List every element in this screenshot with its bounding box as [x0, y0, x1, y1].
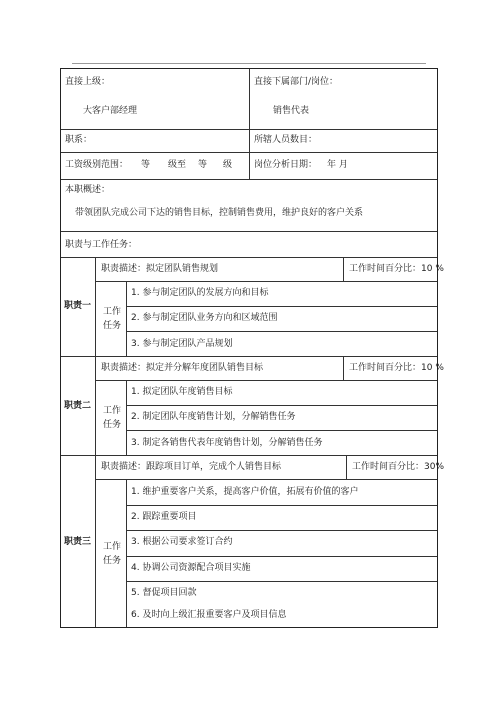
work-tasks-label: 任务 [103, 321, 122, 331]
duty-time-percent: 工作时间百分比：10 % [349, 363, 444, 373]
overview-label: 本职概述： [65, 185, 111, 195]
overview-text: 带领团队完成公司下达的销售目标，控制销售费用，维护良好的客户关系 [75, 208, 364, 218]
duty-name: 职责一 [64, 301, 92, 311]
duty-description: 职责描述：跟踪项目订单，完成个人销售目标 [101, 462, 282, 472]
task-item: 1. 维护重要客户关系，提高客户价值，拓展有价值的客户 [131, 487, 359, 497]
salary-grade-text: 等 [198, 160, 208, 170]
grid-line [126, 530, 437, 531]
analysis-date-value: 年 月 [327, 160, 348, 170]
analysis-date-label: 岗位分析日期： [254, 160, 318, 170]
grid-line [61, 455, 437, 456]
duty-time-percent: 工作时间百分比：10 % [349, 264, 444, 274]
grid-line [126, 430, 437, 431]
grid-line [61, 356, 437, 357]
task-item: 3. 制定各销售代表年度销售计划，分解销售任务 [131, 438, 323, 448]
job-description-form [60, 68, 445, 628]
grid-line [126, 281, 127, 356]
duty-name: 职责二 [64, 401, 92, 411]
task-item: 1. 拟定团队年度销售目标 [131, 387, 233, 397]
task-item: 3. 根据公司要求签订合约 [131, 537, 233, 547]
grid-line [343, 257, 344, 281]
direct-superior-value: 大客户部经理 [83, 106, 138, 116]
direct-subordinate-label: 直接下属部门/岗位： [254, 77, 339, 87]
direct-superior-label: 直接上级： [65, 77, 111, 87]
duty-description: 职责描述：拟定并分解年度团队销售目标 [101, 363, 264, 373]
duties-title: 职责与工作任务： [65, 240, 138, 250]
salary-grade-text: 级至 [168, 160, 187, 170]
grid-line [61, 179, 437, 180]
task-item: 2. 制定团队年度销售计划，分解销售任务 [131, 412, 296, 422]
grid-line [346, 455, 347, 479]
grid-line [126, 331, 437, 332]
salary-range-label: 工资级别范围： [65, 160, 129, 170]
grid-line [343, 356, 344, 380]
duty-time-percent: 工作时间百分比：30% [352, 462, 445, 472]
grid-line [95, 380, 437, 381]
direct-subordinate-value: 销售代表 [273, 106, 310, 116]
staff-count-label: 所辖人员数目： [254, 135, 318, 145]
grid-line [61, 257, 437, 258]
duty-description: 职责描述：拟定团队销售规划 [101, 264, 219, 274]
task-item: 2. 参与制定团队业务方向和区域范围 [131, 313, 278, 323]
work-tasks-label: 工作 [103, 406, 122, 416]
work-tasks-label: 任务 [103, 420, 122, 430]
salary-grade-text: 级 [223, 160, 233, 170]
grid-line [126, 405, 437, 406]
grid-line [95, 281, 437, 282]
task-item: 1. 参与制定团队的发展方向和目标 [131, 288, 269, 298]
grid-line [126, 380, 127, 455]
task-item: 6. 及时向上级汇报重要客户及项目信息 [131, 610, 287, 620]
grid-line [126, 556, 437, 557]
header-rule [72, 63, 426, 64]
work-tasks-label: 工作 [103, 307, 122, 317]
grid-line [126, 306, 437, 307]
task-item: 5. 督促项目回款 [131, 588, 197, 598]
task-item: 3. 参与制定团队产品规划 [131, 339, 233, 349]
work-tasks-label: 任务 [103, 556, 122, 566]
grid-line [61, 231, 437, 232]
grid-line [95, 257, 96, 627]
work-tasks-label: 工作 [103, 542, 122, 552]
task-item: 2. 跟踪重要项目 [131, 512, 197, 522]
grid-line [126, 581, 437, 582]
grid-line [126, 479, 127, 627]
duty-name: 职责三 [64, 537, 92, 547]
salary-grade-text: 等 [141, 160, 151, 170]
position-label: 职系： [65, 135, 93, 145]
grid-line [249, 69, 250, 179]
grid-line [95, 479, 437, 480]
grid-line [126, 505, 437, 506]
task-item: 4. 协调公司资源配合项目实施 [131, 563, 251, 573]
